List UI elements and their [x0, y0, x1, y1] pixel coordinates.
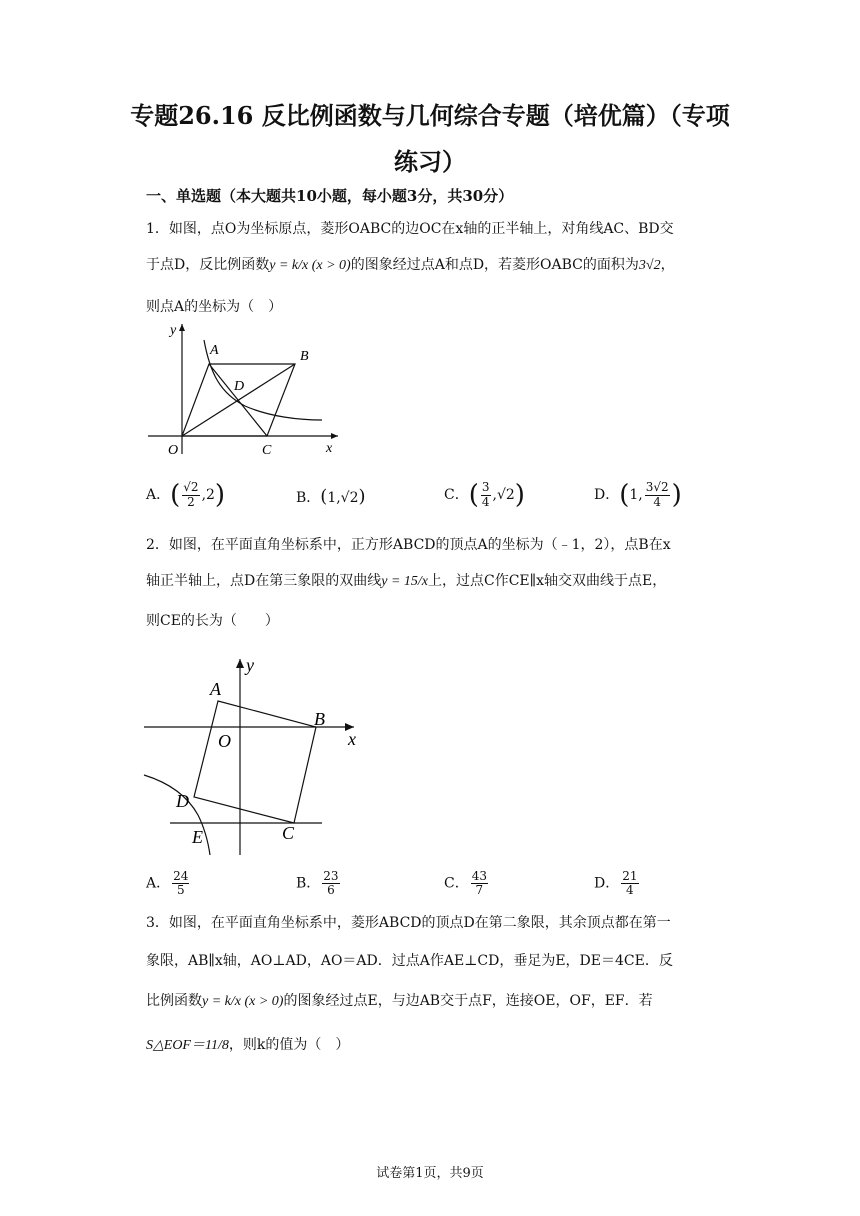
- q2-option-b: B． $\frac{23}{6}$: [296, 869, 339, 898]
- page-footer: 试卷第1页，共9页: [376, 1166, 484, 1181]
- q1-line-3: 则点A的坐标为（ ）: [146, 299, 283, 315]
- q2-label-a: A: [210, 679, 221, 699]
- title-line-2: 练习）: [394, 147, 466, 176]
- q1-label-y: y: [170, 323, 177, 338]
- q2-label-y: y: [246, 655, 254, 675]
- q3-line-2: 象限，AB∥x轴，AO⊥AD，AO＝AD．过点A作AE⊥CD，垂足为E，DE＝4CE．反: [146, 953, 673, 969]
- q2-label-c: C: [282, 823, 295, 843]
- q2-function: y = 15/x: [381, 574, 428, 589]
- q1-label-o: O: [168, 443, 179, 458]
- q1-label-x: x: [326, 441, 333, 456]
- q1-option-a: A．( $\frac{√2}{2}$ ,2): [146, 480, 226, 510]
- q2-option-c: C． $\frac{43}{7}$: [444, 869, 487, 898]
- section-heading: 一、单选题（本大题共10小题，每小题3分，共30分）: [146, 187, 514, 205]
- q2-line-2: 轴正半轴上，点D在第三象限的双曲线y = 15/x上，过点C作CE∥x轴交双曲线于点E，: [146, 573, 667, 589]
- q3-line-3: 比例函数y = k/x (x > 0)的图象经过点E，与边AB交于点F，连接OE，OF，EF．若: [146, 993, 653, 1009]
- q2-label-o: O: [218, 731, 231, 751]
- q3-function: y = k/x (x > 0): [202, 994, 284, 1009]
- q2-line-3: 则CE的长为（ ）: [146, 613, 279, 629]
- q3-line-1: 3．如图，在平面直角坐标系中，菱形ABCD的顶点D在第二象限，其余顶点都在第一: [146, 915, 671, 931]
- q1-label-a: A: [210, 343, 219, 358]
- q2-label-x: x: [348, 729, 356, 749]
- q1-label-c: C: [262, 443, 272, 458]
- q1-line-1: 1．如图，点O为坐标原点，菱形OABC的边OC在x轴的正半轴上，对角线AC、BD交: [146, 221, 674, 237]
- q1-line-2: 于点D，反比例函数y = k/x (x > 0)的图象经过点A和点D，若菱形OABC的面积为3√2，: [146, 257, 675, 273]
- q3-line-4: S△EOF＝11/8，则k的值为（ ）: [146, 1037, 350, 1053]
- q2-label-b: B: [314, 709, 325, 729]
- title-line-1: 专题26.16 反比例函数与几何综合专题（培优篇）（专项: [130, 101, 730, 130]
- q1-label-b: B: [300, 349, 309, 364]
- q1-option-d: D．(1, $\frac{3√2}{4}$ ): [594, 480, 682, 510]
- q2-label-d: D: [176, 791, 189, 811]
- q1-function: y = k/x (x > 0): [269, 258, 351, 273]
- q2-option-a: A． $\frac{24}{5}$: [146, 869, 189, 898]
- q3-area-value: ＝11/8: [190, 1038, 229, 1053]
- q2-label-e: E: [192, 827, 203, 847]
- q1-label-d: D: [234, 379, 245, 394]
- q1-area: 3√2: [638, 258, 661, 273]
- q1-figure: [140, 318, 350, 458]
- q2-option-d: D． $\frac{21}{4}$: [594, 869, 638, 898]
- q3-area-symbol: S△EOF: [146, 1038, 191, 1053]
- q2-line-1: 2．如图，在平面直角坐标系中，正方形ABCD的顶点A的坐标为（﹣1，2），点B在x: [146, 537, 671, 553]
- q1-option-c: C．( $\frac{3}{4}$ ,√2): [444, 480, 525, 510]
- q1-option-b: B．(1,√2): [296, 486, 366, 507]
- q2-figure: [140, 655, 370, 860]
